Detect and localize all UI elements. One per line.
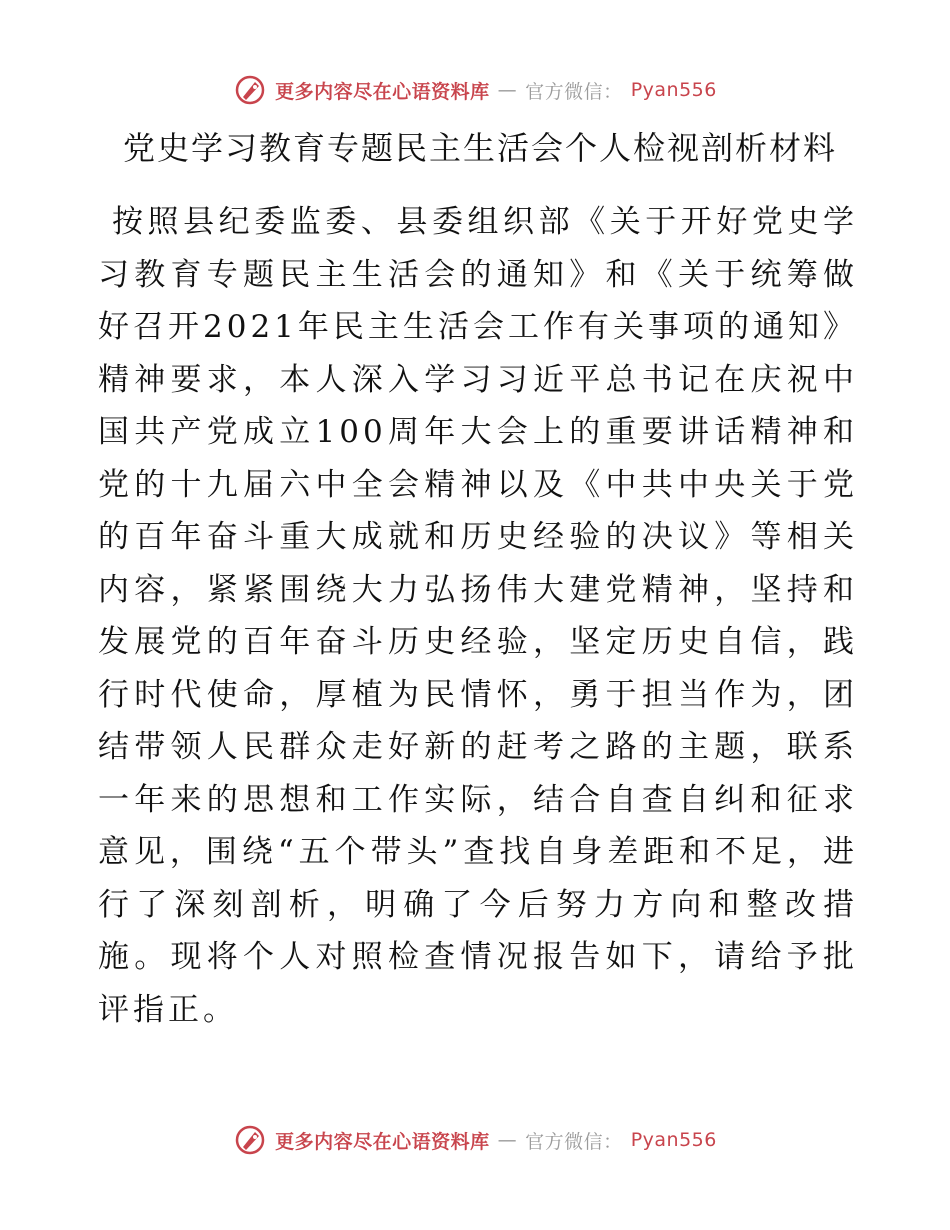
document-title: 党史学习教育专题民主生活会个人检视剖析材料 bbox=[122, 129, 837, 167]
header-watermark bbox=[0, 70, 950, 110]
watermark-wechat-id: Pyan556 bbox=[630, 79, 717, 101]
pen-nib-circle-icon bbox=[233, 73, 267, 107]
document-paragraph: 按照县纪委监委、县委组织部《关于开好党史学习教育专题民主生活会的通知》和《关于统筹做好召开2021年民主生活会工作有关事项的通知》精神要求，本人深入学习习近平总书记在庆祝中国共产党成立100周年大会上的重要讲话精神和党的十九届六中全会精神以及《中共中央关于党的百年奋斗重大成就和历史经验的决议》等相关内容，紧紧围绕大力弘扬伟大建党精神，坚持和发展党的百年奋斗历史经验，坚定历史自信，践行时代使命，厚植为民情怀，勇于担当作为，团结带领人民群众走好新的赶考之路的主题，联系一年来的思想和工作实际，结合自查自纠和征求意见，围绕“五个带头”查找自身差距和不足，进行了深刻剖析，明确了今后努力方向和整改措施。现将个人对照检查情况报告如下，请给予批评指正。 bbox=[98, 204, 858, 1028]
watermark-wechat-id: Pyan556 bbox=[630, 1129, 717, 1151]
watermark-dash: — bbox=[497, 79, 518, 101]
watermark-dash: — bbox=[497, 1129, 518, 1151]
watermark-official-label: 官方微信： bbox=[525, 80, 623, 103]
watermark-official-label: 官方微信： bbox=[525, 1130, 623, 1153]
watermark-brand: 更多内容尽在心语资料库 bbox=[275, 80, 490, 103]
watermark-brand: 更多内容尽在心语资料库 bbox=[275, 1130, 490, 1153]
footer-watermark bbox=[0, 1120, 950, 1160]
pen-nib-circle-icon bbox=[233, 1123, 267, 1157]
